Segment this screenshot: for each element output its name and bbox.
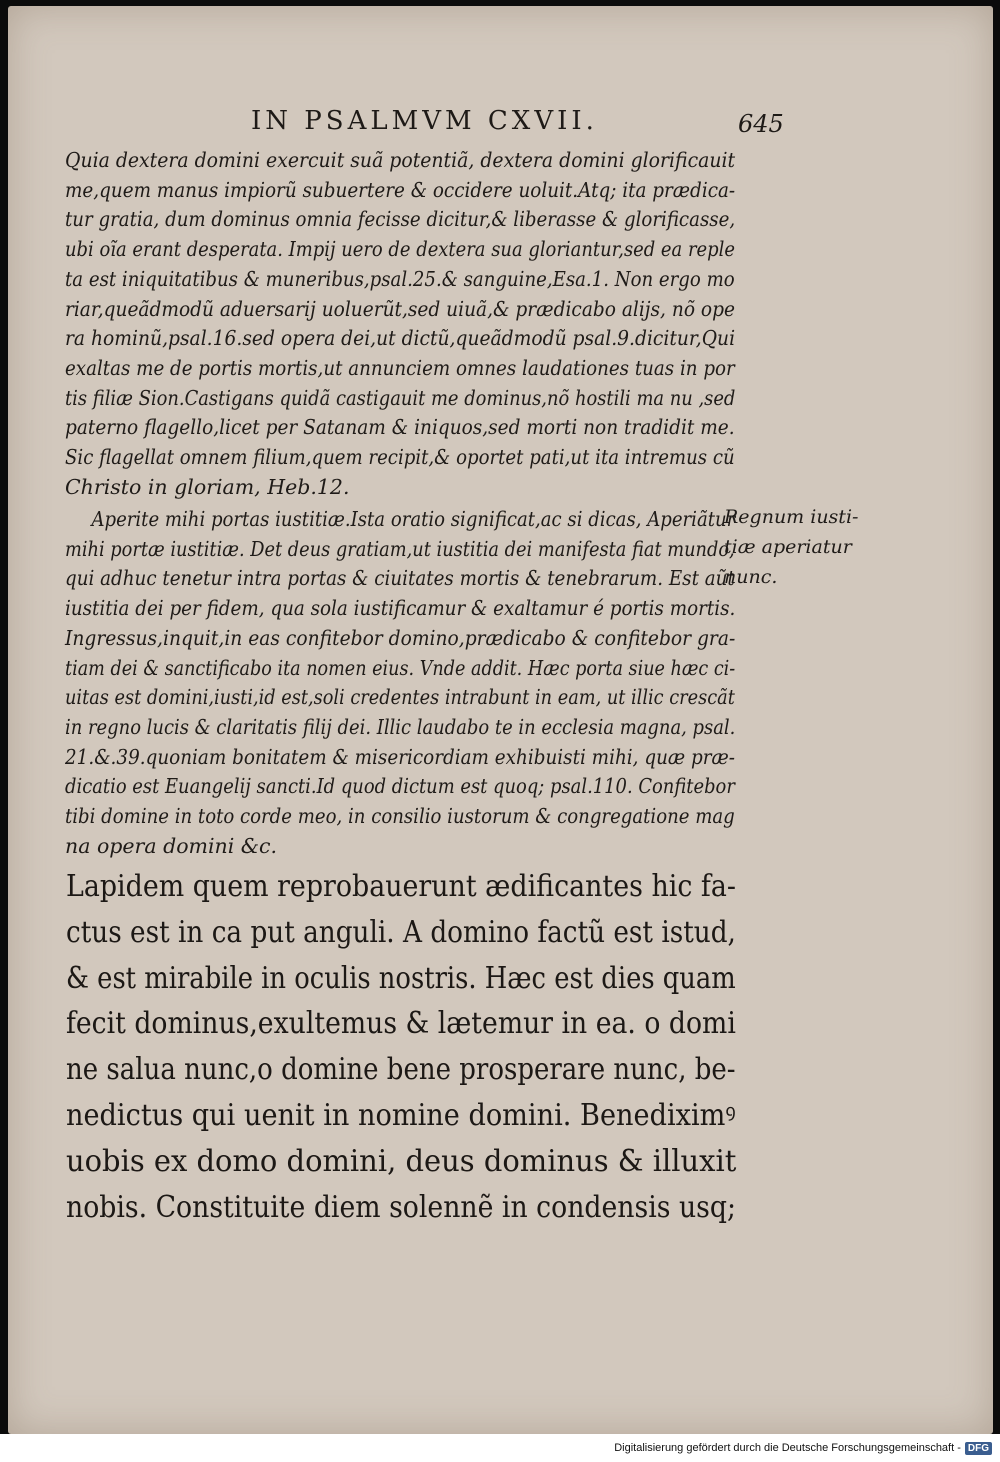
margin-note-line: tiæ aperiatur [724, 536, 852, 558]
text-line: paterno flagello,licet per Satanam & iniquos,sed morti non tradidit me. [65, 415, 735, 440]
text-line: ta est iniquitatibus & muneribus,psal.25.& sanguine,Esa.1. Non ergo mo [65, 266, 735, 291]
verse-line: nedictus qui uenit in nomine domini. Benediximꝰ [66, 1097, 736, 1132]
margin-note-line: Regnum iusti- [724, 506, 859, 528]
text-line: Quia dextera domini exercuit suã potentiã, dextera domini glorificauit [65, 148, 736, 172]
text-line: qui adhuc tenetur intra portas & ciuitates mortis & tenebrarum. Est aũt [65, 566, 735, 591]
verse-line: ne salua nunc,o domine bene prosperare nunc, be- [66, 1052, 736, 1087]
running-title: IN PSALMVM CXVII. [251, 106, 598, 136]
margin-note [724, 502, 874, 592]
text-line: Christo in gloriam, Heb.12. [65, 474, 350, 499]
text-line: na opera domini &c. [65, 833, 278, 858]
commentary-paragraph-2 [65, 505, 735, 861]
text-line: Aperite mihi portas iustitiæ.Ista oratio significat,ac si dicas, Aperiãtur [91, 507, 736, 531]
book-page [8, 6, 993, 1434]
text-line: tiam dei & sanctificabo ita nomen eius. Vnde addit. Hæc porta siue hæc ci- [65, 655, 736, 680]
verse-line: & est mirabile in oculis nostris. Hæc est dies quam [66, 960, 736, 995]
text-line: riar,queãdmodũ aduersarij uoluerũt,sed uiuã,& prædicabo alijs, nõ ope [65, 296, 735, 321]
verse-line: fecit dominus,exultemus & lætemur in ea. o domi [66, 1006, 736, 1041]
text-line: tis filiæ Sion.Castigans quidã castigauit me dominus,nõ hostili ma nu ,sed [65, 385, 736, 410]
text-line: exaltas me de portis mortis,ut annunciem omnes laudationes tuas in por [65, 355, 735, 380]
verse-line: Lapidem quem reprobauerunt ædificantes hic fa- [66, 869, 736, 903]
text-line: ubi oĩa erant desperata. Impij uero de dextera sua gloriantur,sed ea reple [65, 237, 735, 262]
psalm-verse-text [66, 864, 736, 1230]
text-line: uitas est domini,iusti,id est,soli credentes intrabunt in eam, ut illic crescãt [65, 685, 735, 710]
dfg-logo: DFG [965, 1442, 992, 1455]
text-line: ra hominũ,psal.16.sed opera dei,ut dictũ,queãdmodũ psal.9.dicitur,Qui [65, 326, 736, 351]
margin-note-line: nunc. [724, 566, 778, 588]
verse-line: ctus est in ca put anguli. A domino factũ est istud, [66, 914, 736, 949]
text-line: mihi portæ iustitiæ. Det deus gratiam,ut iustitia dei manifesta fiat mundo, [65, 536, 735, 561]
text-line: dicatio est Euangelij sancti.Id quod dictum est quoq; psal.110. Confitebor [65, 774, 735, 799]
verse-line: nobis. Constituite diem solennẽ in condensis usq; [66, 1189, 736, 1224]
funding-credit: Digitalisierung gefördert durch die Deutsche Forschungsgemeinschaft - [614, 1442, 961, 1454]
text-line: tur gratia, dum dominus omnia fecisse dicitur,& liberasse & glorificasse, [65, 207, 736, 232]
digitization-footer [0, 1434, 1000, 1462]
text-line: iustitia dei per fidem, qua sola iustificamur & exaltamur é portis mortis. [65, 596, 736, 621]
text-line: in regno lucis & claritatis filij dei. Illic laudabo te in ecclesia magna, psal. [65, 714, 736, 739]
text-line: me,quem manus impiorũ subuertere & occidere uoluit.Atq; ita prædica- [65, 177, 736, 202]
page-number: 645 [738, 110, 784, 138]
verse-line: uobis ex domo domini, deus dominus & illuxit [66, 1143, 737, 1178]
text-line: 21.&.39.quoniam bonitatem & misericordiam exhibuisti mihi, quæ præ- [65, 744, 736, 769]
text-line: tibi domine in toto corde meo, in consilio iustorum & congregatione mag [65, 804, 735, 829]
text-line: Sic flagellat omnem filium,quem recipit,& oportet pati,ut ita intremus cũ [65, 445, 735, 470]
text-line: Ingressus,inquit,in eas confitebor domino,prædicabo & confitebor gra- [65, 625, 736, 650]
commentary-paragraph-1 [65, 146, 735, 502]
